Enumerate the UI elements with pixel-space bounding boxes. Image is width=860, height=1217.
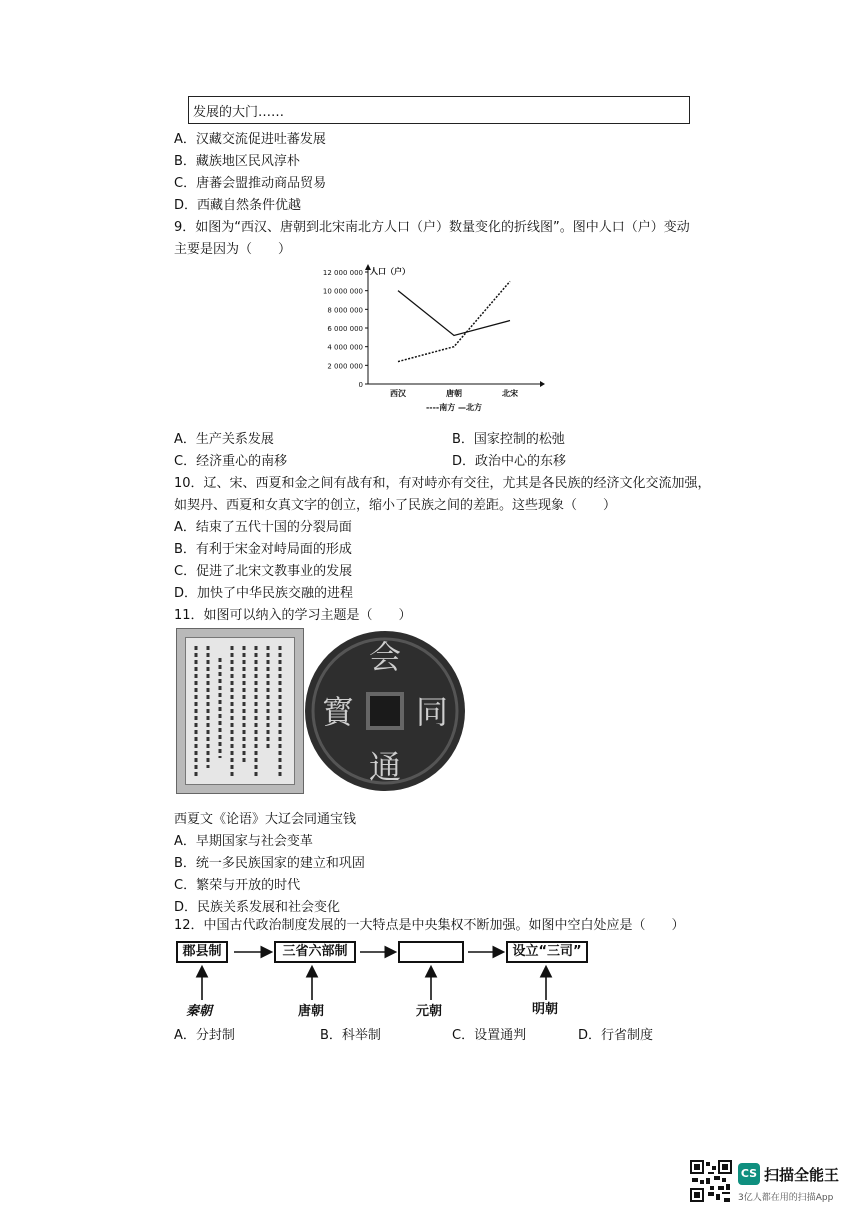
series-line-south — [398, 281, 510, 361]
y-tick-label: 4 000 000 — [327, 343, 363, 352]
book-text-columns — [186, 638, 296, 786]
qr-code-icon — [690, 1160, 732, 1202]
q11-option-c[interactable]: C．繁荣与开放的时代 — [174, 878, 301, 893]
book-page — [185, 637, 295, 785]
q8-option-a[interactable]: A．汉藏交流促进吐蕃发展 — [174, 132, 326, 147]
q12-option-a[interactable]: A．分封制 — [174, 1028, 235, 1043]
q9-option-a[interactable]: A．生产关系发展 — [174, 432, 274, 447]
q10-stem-line2: 如契丹、西夏和女真文字的创立，缩小了民族之间的差距。这些现象（ ） — [174, 498, 617, 513]
q8-option-c[interactable]: C．唐蕃会盟推动商品贸易 — [174, 176, 327, 191]
coin-char-left: 寳 — [321, 693, 355, 731]
y-tick-label: 6 000 000 — [327, 325, 363, 333]
q8-option-b[interactable]: B．藏族地区民风淳朴 — [174, 154, 300, 169]
q11-image-caption: 西夏文《论语》大辽会同通宝钱 — [174, 812, 357, 827]
chart-legend: ----南方 —北方 — [425, 403, 483, 412]
cs-logo-icon: CS — [738, 1163, 760, 1185]
q11-option-d[interactable]: D．民族关系发展和社会变化 — [174, 900, 341, 915]
q8-material-box — [188, 96, 690, 124]
population-line-chart — [320, 262, 550, 422]
box-prefecture-county: 郡县制 — [176, 941, 228, 963]
box-three-departments: 三省六部制 — [274, 941, 356, 963]
q12-option-b[interactable]: B．科举制 — [320, 1028, 381, 1043]
y-tick-label: 12 000 000 — [322, 269, 363, 277]
q8-material-tail: 发展的大门…… — [193, 105, 285, 120]
xixia-analects-image — [176, 628, 304, 794]
q10-stem-line1: 10．辽、宋、西夏和金之间有战有和，有对峙亦有交往，尤其是各民族的经济文化交流加强， — [174, 476, 711, 491]
coin-image — [304, 626, 466, 796]
q10-option-d[interactable]: D．加快了中华民族交融的进程 — [174, 586, 354, 601]
era-qin: 秦朝 — [186, 1004, 213, 1019]
chart-svg — [320, 262, 550, 422]
q8-option-d[interactable]: D．西藏自然条件优越 — [174, 198, 302, 213]
q9-option-d[interactable]: D．政治中心的东移 — [452, 454, 567, 469]
series-line-north — [398, 291, 510, 336]
q12-option-d[interactable]: D．行省制度 — [578, 1028, 654, 1043]
y-tick-label: 0 — [358, 381, 363, 389]
coin-svg — [304, 626, 466, 796]
q10-option-b[interactable]: B．有利于宋金对峙局面的形成 — [174, 542, 352, 557]
box-three-offices: 设立“三司” — [506, 941, 588, 963]
era-tang: 唐朝 — [298, 1004, 325, 1019]
coin-char-right: 同 — [415, 693, 449, 731]
coin-char-bottom: 通 — [368, 748, 402, 786]
x-tick-label: 唐朝 — [446, 389, 462, 398]
coin-char-top: 会 — [368, 638, 402, 676]
x-tick-label: 西汉 — [390, 389, 406, 398]
q10-option-c[interactable]: C．促进了北宋文教事业的发展 — [174, 564, 353, 579]
era-yuan: 元朝 — [416, 1004, 443, 1019]
q11-stem: 11．如图可以纳入的学习主题是（ ） — [174, 608, 412, 623]
q9-option-b[interactable]: B．国家控制的松弛 — [452, 432, 565, 447]
scanner-brand: 扫描全能王 — [764, 1166, 840, 1184]
q12-option-c[interactable]: C．设置通判 — [452, 1028, 527, 1043]
y-tick-label: 8 000 000 — [327, 306, 363, 315]
q9-stem-line2: 主要是因为（ ） — [174, 242, 292, 257]
x-axis-arrowhead — [540, 381, 545, 387]
q11-option-b[interactable]: B．统一多民族国家的建立和巩固 — [174, 856, 365, 871]
q10-option-a[interactable]: A．结束了五代十国的分裂局面 — [174, 520, 352, 535]
y-axis-label: 人口（户） — [370, 267, 410, 276]
q9-stem-line1: 9．如图为“西汉、唐朝到北宋南北方人口（户）数量变化的折线图”。图中人口（户）变动 — [174, 220, 690, 235]
era-ming: 明朝 — [532, 1002, 559, 1017]
q9-option-c[interactable]: C．经济重心的南移 — [174, 454, 288, 469]
y-tick-label: 2 000 000 — [327, 362, 363, 371]
y-tick-label: 10 000 000 — [322, 287, 363, 296]
x-tick-label: 北宋 — [502, 389, 518, 398]
scanner-tagline: 3亿人都在用的扫描App — [738, 1193, 834, 1203]
q11-option-a[interactable]: A．早期国家与社会变革 — [174, 834, 313, 849]
q12-stem: 12．中国古代政治制度发展的一大特点是中央集权不断加强。如图中空白处应是（ ） — [174, 918, 685, 933]
